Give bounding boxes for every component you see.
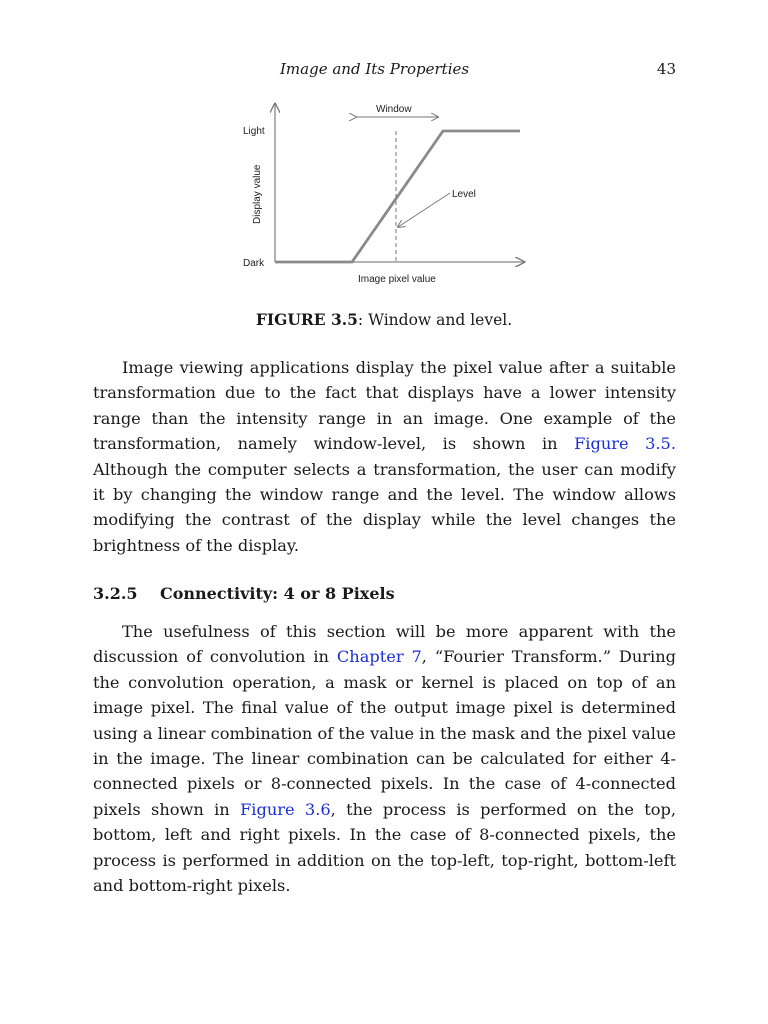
running-header: [0, 60, 768, 82]
window-level-diagram: [238, 98, 533, 290]
figure-3-6-link[interactable]: Figure 3.6: [240, 799, 331, 819]
dark-label: Dark: [243, 258, 265, 269]
paragraph-connectivity: [93, 619, 676, 898]
figure-3-5-link[interactable]: Figure 3.5.: [574, 434, 676, 454]
section-number: 3.2.5: [93, 584, 138, 603]
section-heading: [93, 584, 395, 603]
light-label: Light: [243, 126, 265, 137]
window-level-figure: [238, 98, 533, 290]
section-title: Connectivity: 4 or 8 Pixels: [160, 584, 395, 603]
paragraph-text: Image viewing applications display the pixel value after a suitable transformation due to the fact that displays have a lower intensity range than the intensity range in an image. One example of the transformation, namely window-level, is shown in: [93, 358, 676, 454]
x-axis-label: Image pixel value: [358, 274, 436, 285]
paragraph-window-level: [93, 355, 676, 558]
paragraph-text: , “Fourier Transform.” During the convolution operation, a mask or kernel is placed on top of an image pixel. The final value of the output image pixel is determined using a linear combination of the value in the mask and the pixel value in the image. The linear combination can be calculated for either 4-connected pixels or 8-connected pixels. In the case of 4-connected pixels shown in: [93, 647, 677, 819]
level-pointer: [398, 193, 450, 227]
paragraph-text: Although the computer selects a transformation, the user can modify it by changing the window range and the level. The window allows modifying the contrast of the display while the level changes the brightness of the display.: [93, 459, 676, 555]
paragraph-text: The usefulness of this section will be more apparent with the discussion of convolution in: [93, 622, 676, 667]
figure-caption-text: : Window and level.: [357, 311, 513, 329]
paragraph-text: , the process is performed on the top, bottom, left and right pixels. In the case of 8-connected pixels, the process is performed in addition on the top-left, top-right, bottom-left and bottom-right pixels.: [93, 799, 676, 896]
transfer-curve: [275, 131, 520, 262]
running-title: Image and Its Properties: [280, 60, 470, 78]
y-axis-label: Display value: [252, 164, 263, 224]
chapter-7-link[interactable]: Chapter 7: [336, 647, 422, 667]
page-number: 43: [656, 60, 676, 78]
window-label: Window: [376, 104, 412, 115]
figure-caption: [0, 310, 768, 329]
figure-caption-label: FIGURE 3.5: [255, 310, 358, 329]
level-label: Level: [452, 189, 476, 200]
